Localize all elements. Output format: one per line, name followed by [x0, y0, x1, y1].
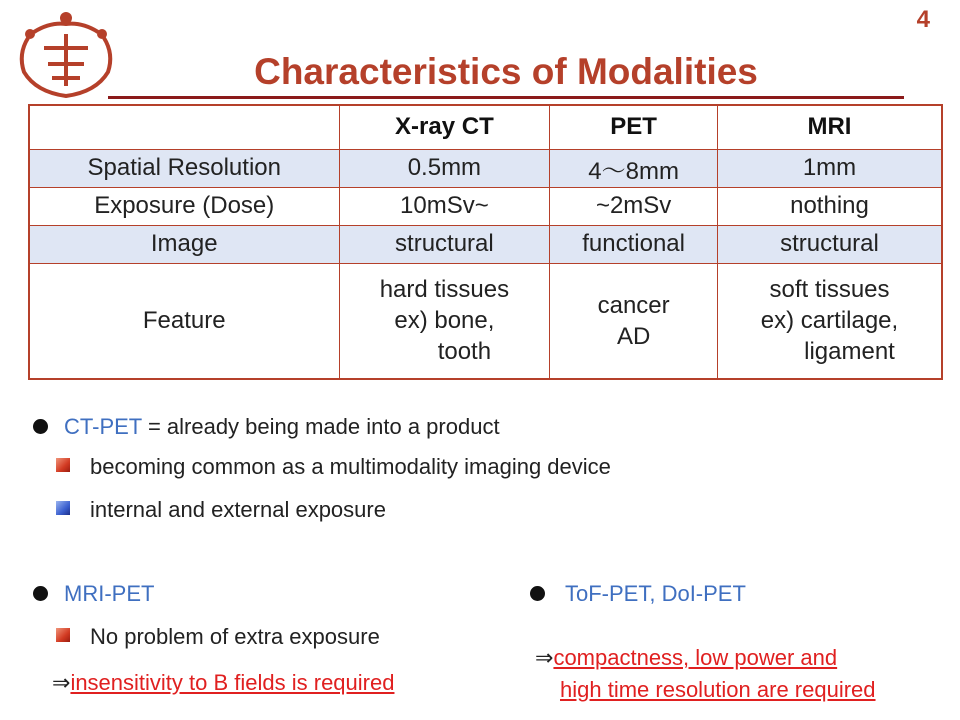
table-cell: 4～8mm — [550, 149, 718, 187]
row-label: Exposure (Dose) — [29, 187, 339, 225]
table-cell: ~2mSv — [550, 187, 718, 225]
mri-pet-note — [52, 670, 394, 696]
feature-line: AD — [616, 322, 651, 350]
table-row — [29, 187, 942, 225]
table-cell: 0.5mm — [339, 149, 550, 187]
red-square-bullet-icon — [56, 458, 70, 472]
table-row — [29, 225, 942, 263]
feature-line: ex) bone, — [394, 307, 495, 335]
ct-pet-sub2: internal and external exposure — [90, 497, 386, 522]
table-cell: 1mm — [717, 149, 942, 187]
red-square-bullet-icon — [56, 628, 70, 642]
feature-line: tooth — [437, 338, 492, 366]
slide-title: Characteristics of Modalities — [108, 52, 904, 99]
row-label: Image — [29, 225, 339, 263]
tof-pet-requirement-1: compactness, low power and — [553, 645, 838, 670]
header-cell-empty — [29, 105, 339, 149]
table-cell — [339, 263, 550, 379]
bullet-dot-icon — [33, 586, 48, 601]
implies-arrow-icon: ⇒ — [535, 645, 554, 670]
header-cell-mri: MRI — [717, 105, 942, 149]
table-cell — [550, 263, 718, 379]
tof-pet-requirement-2: high time resolution are required — [560, 677, 876, 702]
ct-pet-label: CT-PET — [64, 414, 142, 439]
ct-pet-heading — [64, 414, 500, 440]
table-cell: functional — [550, 225, 718, 263]
bullet-dot-icon — [33, 419, 48, 434]
table-cell: 10mSv~ — [339, 187, 550, 225]
feature-line: cancer — [597, 291, 670, 319]
tof-pet-note-line1 — [535, 645, 837, 671]
mri-pet-sub1: No problem of extra exposure — [90, 624, 380, 649]
row-label: Feature — [29, 263, 339, 379]
modality-comparison-table — [28, 104, 943, 380]
table-row — [29, 263, 942, 379]
feature-line: hard tissues — [379, 276, 510, 304]
table-cell: nothing — [717, 187, 942, 225]
feature-line: ex) cartilage, — [760, 307, 899, 335]
row-label: Spatial Resolution — [29, 149, 339, 187]
table-cell: structural — [339, 225, 550, 263]
header-cell-pet: PET — [550, 105, 718, 149]
page-number: 4 — [916, 6, 930, 33]
table-row — [29, 149, 942, 187]
bullet-dot-icon — [530, 586, 545, 601]
feature-line: soft tissues — [769, 276, 890, 304]
implies-arrow-icon: ⇒ — [52, 670, 71, 695]
ct-pet-sub1: becoming common as a multimodality imaging device — [90, 454, 611, 479]
table-cell: structural — [717, 225, 942, 263]
mri-pet-heading: MRI-PET — [64, 581, 155, 606]
table-cell — [717, 263, 942, 379]
mri-pet-requirement: insensitivity to B fields is required — [70, 670, 395, 695]
tof-pet-heading: ToF-PET, DoI-PET — [565, 581, 746, 606]
university-emblem-icon — [14, 8, 118, 100]
feature-line: ligament — [804, 338, 895, 366]
blue-square-bullet-icon — [56, 501, 70, 515]
ct-pet-description: = already being made into a product — [141, 414, 500, 439]
header-cell-ct: X-ray CT — [339, 105, 550, 149]
table-header-row — [29, 105, 942, 149]
